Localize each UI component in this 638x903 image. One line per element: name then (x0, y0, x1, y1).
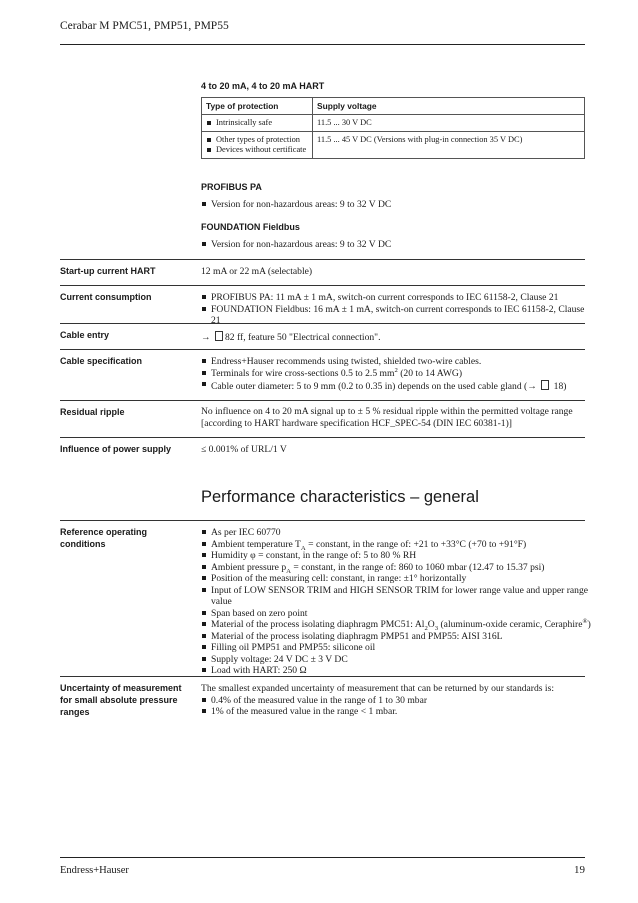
divider (60, 437, 585, 438)
divider (60, 285, 585, 286)
divider (60, 259, 585, 260)
reference-item: Material of the process isolating diaphragm PMC51: $Al_2O_3$ (aluminum-oxide ceramic, Ceraphire®) (201, 619, 591, 631)
supply-voltage-table (201, 97, 585, 159)
cable-entry-value (201, 330, 591, 344)
power-influence-value: ≤ 0.001% of URL/1 V (201, 444, 287, 455)
document-header-title: Cerabar M PMC51, PMP51, PMP55 (60, 20, 229, 32)
cable-spec-item: Endress+Hauser recommends using twisted, shielded two-wire cables. (201, 356, 591, 368)
table-cell-bullet: Intrinsically safe (206, 118, 308, 128)
reference-item: Span based on zero point (201, 608, 591, 620)
table-cell: 11.5 ... 30 V DC (313, 115, 585, 132)
table-cell: 11.5 ... 45 V DC (Versions with plug-in connection 35 V DC) (313, 132, 585, 159)
divider (60, 400, 585, 401)
reference-item: Material of the process isolating diaphragm PMP51 and PMP55: AISI 316L (201, 631, 591, 643)
reference-item: Ambient temperature $T_A$ = constant, in the range of: +21 to +33°C (+70 to +91°F) (201, 539, 591, 551)
residual-ripple-value: No influence on 4 to 20 mA signal up to ± 5 % residual ripple within the permitted voltage range [according to HART hardware specification HCF_SPEC-54 (DIN IEC 60381-1)] (201, 406, 573, 429)
residual-ripple-label: Residual ripple (60, 407, 125, 417)
ff-subheading: FOUNDATION Fieldbus (201, 222, 300, 232)
page-reference-icon (215, 331, 223, 341)
cable-spec-item: Terminals for wire cross-sections 0.5 to 2.5 $mm^2$ (20 to 14 AWG) (201, 368, 591, 380)
current-consumption-label: Current consumption (60, 292, 152, 302)
hart-subheading: 4 to 20 mA, 4 to 20 mA HART (201, 81, 325, 91)
reference-item: Humidity φ = constant, in the range of: 5 to 80 % RH (201, 550, 591, 562)
table-row (202, 132, 585, 159)
table-cell-bullet: Devices without certificate (206, 145, 308, 155)
page-number: 19 (574, 864, 585, 876)
startup-current-label: Start-up current HART (60, 266, 156, 276)
table-header-row (202, 98, 585, 115)
section-heading: Performance characteristics – general (201, 488, 479, 506)
header-rule (60, 44, 585, 45)
uncertainty-item: 0.4% of the measured value in the range of 1 to 30 mbar (201, 695, 591, 707)
footer-company: Endress+Hauser (60, 865, 129, 876)
reference-item: As per IEC 60770 (201, 527, 591, 539)
consumption-item: FOUNDATION Fieldbus: 16 mA ± 1 mA, switch-on current corresponds to IEC 61158-2, Clause 21 (201, 304, 591, 327)
table-row (202, 115, 585, 132)
startup-current-value: 12 mA or 22 mA (selectable) (201, 266, 313, 277)
arrow-right-icon: → (201, 332, 211, 343)
reference-item: Filling oil PMP51 and PMP55: silicone oil (201, 642, 591, 654)
divider (60, 323, 585, 324)
table-cell-bullet: Other types of protection (206, 135, 308, 145)
divider (60, 520, 585, 521)
divider (60, 349, 585, 350)
cable-spec-label: Cable specification (60, 356, 143, 366)
reference-item: Input of LOW SENSOR TRIM and HIGH SENSOR TRIM for lower range value and upper range value (201, 585, 591, 608)
reference-item: Supply voltage: 24 V DC ± 3 V DC (201, 654, 591, 666)
reference-item: Ambient pressure $p_A$ = constant, in the range of: 860 to 1060 mbar (12.47 to 15.37 psi) (201, 562, 591, 574)
uncertainty-label: Uncertainty of measurement for small absolute pressure ranges (60, 683, 182, 717)
reference-item: Position of the measuring cell: constant, in range: ±1° horizontally (201, 573, 591, 585)
cable-entry-text[interactable]: 82 ff, feature 50 "Electrical connection". (225, 332, 381, 343)
table-header-cell: Supply voltage (313, 98, 585, 115)
footer-rule (60, 857, 585, 858)
cable-entry-label: Cable entry (60, 330, 110, 340)
cable-spec-item: Cable outer diameter: 5 to 9 mm (0.2 to 0.35 in) depends on the used cable gland (→ 18) (201, 379, 591, 393)
uncertainty-item: 1% of the measured value in the range < 1 mbar. (201, 706, 591, 718)
ff-list-item: Version for non-hazardous areas: 9 to 32 V DC (201, 239, 391, 251)
uncertainty-intro: The smallest expanded uncertainty of measurement that can be returned by our standards is: (201, 683, 554, 694)
profibus-list-item: Version for non-hazardous areas: 9 to 32 V DC (201, 199, 391, 211)
table-header-cell: Type of protection (202, 98, 313, 115)
consumption-item: PROFIBUS PA: 11 mA ± 1 mA, switch-on current corresponds to IEC 61158-2, Clause 21 (201, 292, 591, 304)
power-influence-label: Influence of power supply (60, 444, 172, 454)
reference-conditions-label: Reference operating conditions (60, 527, 148, 549)
page-reference-icon (541, 380, 549, 390)
profibus-subheading: PROFIBUS PA (201, 182, 262, 192)
divider (60, 676, 585, 677)
reference-item: Load with HART: 250 Ω (201, 665, 591, 677)
